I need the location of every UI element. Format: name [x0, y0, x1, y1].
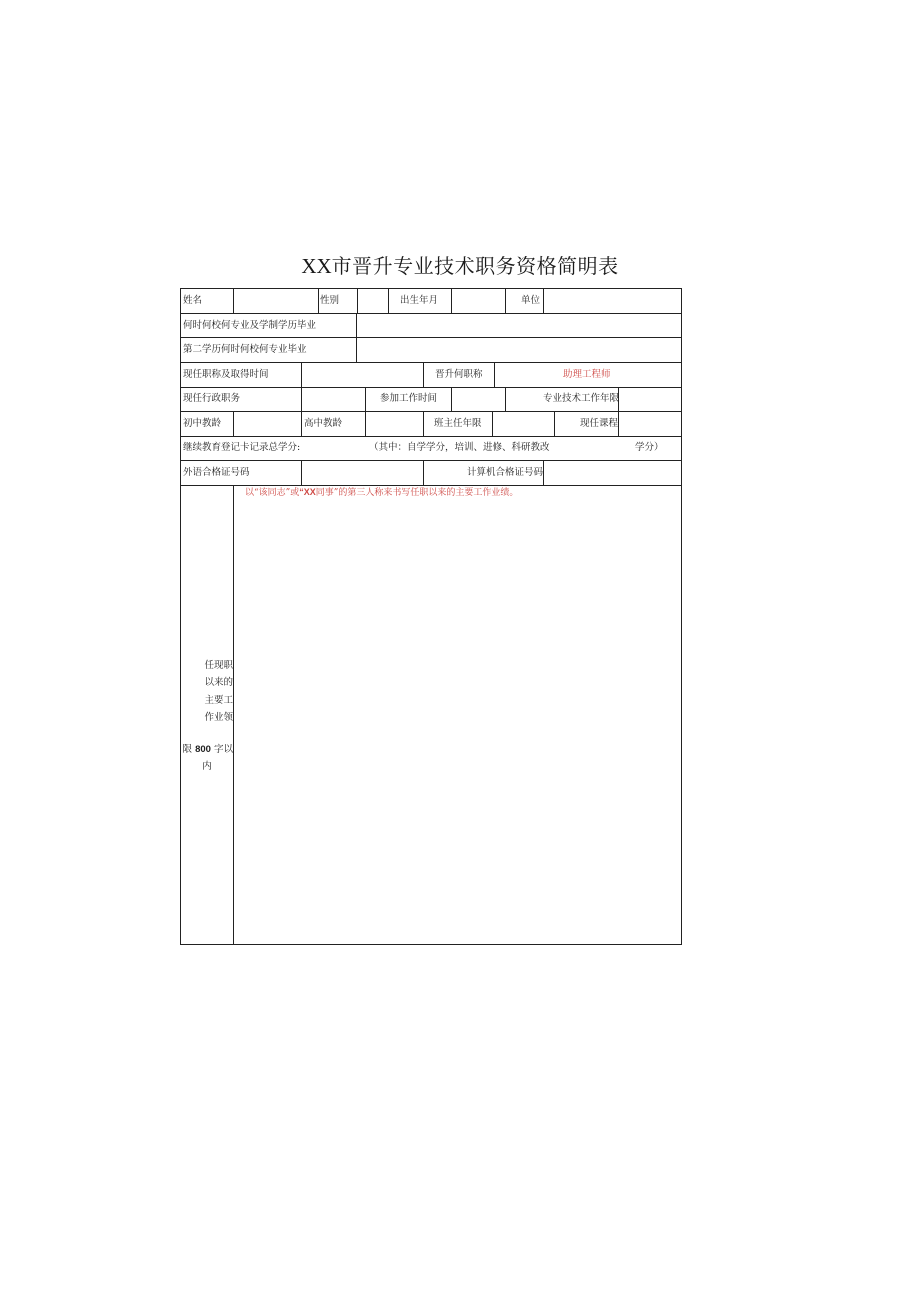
senior-teaching-label: 高中教龄: [304, 418, 343, 429]
gender-label: 性别: [320, 295, 340, 306]
language-cert-label: 外语合格证号码: [183, 467, 250, 478]
computer-cert-input[interactable]: [546, 462, 678, 482]
col-divider: [388, 289, 389, 313]
language-cert-input[interactable]: [304, 462, 420, 482]
col-divider: [554, 411, 555, 436]
achievements-side-label: [181, 485, 233, 946]
education-input[interactable]: [359, 315, 677, 335]
col-divider: [492, 411, 493, 436]
promote-title-label: 晋升何职称: [435, 369, 483, 380]
col-divider: [301, 362, 302, 387]
second-degree-label: 第二学历何时何校何专业毕业: [183, 344, 307, 355]
col-divider: [365, 411, 366, 436]
credits-detail: （其中：自学学分，培训、进修、科研教改: [369, 442, 550, 453]
col-divider: [233, 411, 234, 436]
word-limit-number: 800: [195, 744, 211, 755]
col-divider: [423, 411, 424, 436]
birth-label: 出生年月: [400, 295, 439, 306]
col-divider: [505, 289, 506, 313]
col-divider: [423, 460, 424, 485]
name-input[interactable]: [236, 291, 316, 311]
row-divider: [181, 460, 681, 461]
unit-input[interactable]: [546, 291, 678, 311]
work-start-input[interactable]: [454, 389, 502, 409]
achievements-hint: [245, 486, 518, 499]
education-label: 何时何校何专业及学制学历毕业: [183, 320, 317, 331]
second-degree-input[interactable]: [359, 340, 677, 360]
headteacher-years-input[interactable]: [495, 413, 551, 433]
credits-label: 继续教育登记卡记录总学分:: [183, 442, 301, 453]
unit-label: 单位: [521, 295, 541, 306]
col-divider: [301, 387, 302, 411]
col-divider: [423, 362, 424, 387]
tech-years-input[interactable]: [621, 389, 677, 409]
word-limit: [181, 744, 233, 756]
gender-input[interactable]: [360, 291, 386, 311]
hint-part3: 同事”的第三人称来书写任职以来的主要工作业绩。: [315, 488, 519, 498]
col-divider: [233, 289, 234, 313]
col-divider: [494, 362, 495, 387]
admin-post-input[interactable]: [304, 389, 362, 409]
side-label-line: 以来的: [204, 677, 233, 688]
col-divider: [451, 387, 452, 411]
row-divider: [181, 337, 681, 338]
row-divider: [181, 362, 681, 363]
row-divider: [181, 387, 681, 388]
application-form: [180, 288, 682, 945]
title-main: 市晋升专业技术职务资格简明表: [331, 254, 619, 278]
current-title-label: 现任职称及取得时间: [183, 369, 269, 380]
current-course-input[interactable]: [621, 413, 677, 433]
col-divider: [365, 387, 366, 411]
col-divider: [618, 411, 619, 436]
col-divider: [233, 485, 234, 945]
row-divider: [181, 411, 681, 412]
birth-input[interactable]: [454, 291, 503, 311]
hint-part2: “XX: [299, 487, 316, 497]
col-divider: [451, 289, 452, 313]
col-divider: [505, 387, 506, 411]
current-course-label: 现任课程: [580, 418, 619, 429]
junior-teaching-input[interactable]: [236, 413, 298, 433]
current-title-input[interactable]: [304, 364, 420, 384]
side-label-line: 主要工: [204, 695, 233, 706]
word-limit-last: 内: [202, 761, 212, 772]
name-label: 姓名: [183, 295, 203, 306]
promote-title-value[interactable]: 助理工程师: [563, 369, 611, 380]
word-limit-suffix: 字以: [213, 744, 233, 755]
computer-cert-label: 计算机合格证号码: [467, 467, 544, 478]
junior-teaching-label: 初中教龄: [183, 418, 222, 429]
col-divider: [318, 289, 319, 313]
senior-teaching-input[interactable]: [368, 413, 420, 433]
document-title: [0, 250, 920, 279]
admin-post-label: 现任行政职务: [183, 393, 241, 404]
row-divider: [181, 436, 681, 437]
headteacher-years-label: 班主任年限: [434, 418, 482, 429]
tech-years-label: 专业技术工作年限: [543, 393, 620, 404]
col-divider: [356, 313, 357, 362]
achievements-textarea[interactable]: [236, 501, 676, 941]
credits-unit: 学分）: [635, 442, 664, 453]
col-divider: [543, 289, 544, 313]
row-divider: [181, 313, 681, 314]
word-limit-prefix: 限: [182, 744, 193, 755]
hint-part1: 以“该同志”或: [245, 488, 300, 498]
col-divider: [357, 289, 358, 313]
col-divider: [301, 411, 302, 436]
work-start-label: 参加工作时间: [380, 393, 438, 404]
side-label-line: 任现职: [204, 660, 233, 671]
col-divider: [301, 460, 302, 485]
title-prefix: XX: [301, 254, 332, 278]
col-divider: [543, 460, 544, 485]
side-label-line: 作业领: [204, 712, 233, 723]
